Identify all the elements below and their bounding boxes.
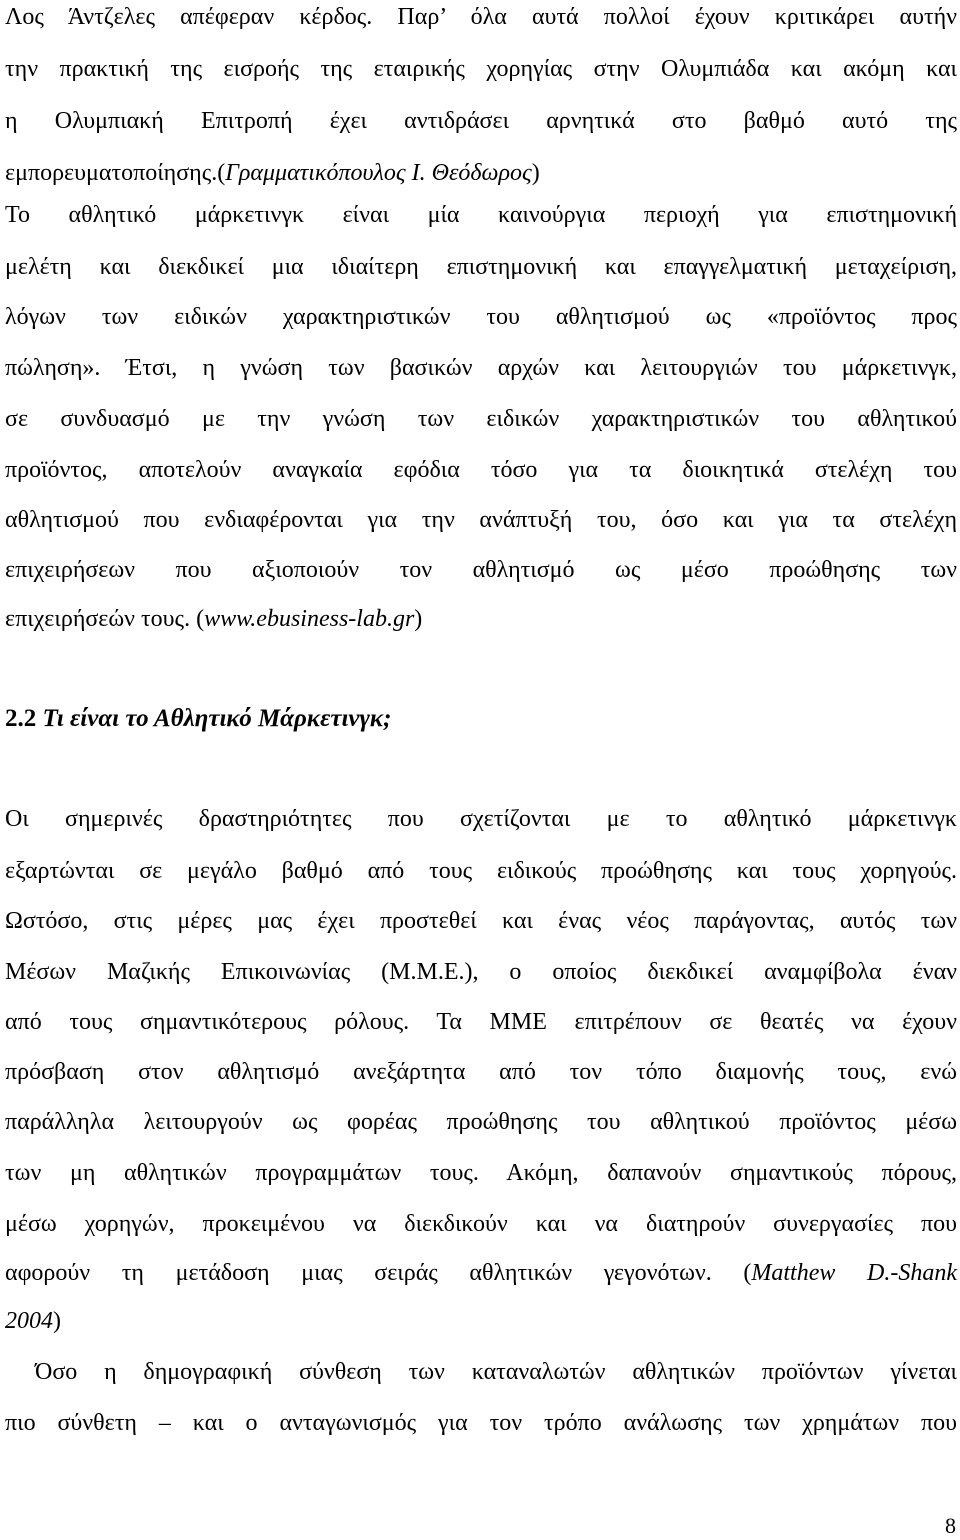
paragraph-3-line-8: των μη αθλητικών προγραμμάτων τους. Ακόμη, δαπανούν σημαντικούς πόρους, <box>5 1160 957 1186</box>
paragraph-2-line-1: Το αθλητικό μάρκετινγκ είναι μία καινούργια περιοχή για επιστημονική <box>5 202 957 228</box>
paragraph-2-line-8: επιχειρήσεων που αξιοποιούν τον αθλητισμό ως μέσο προώθησης των <box>5 557 957 583</box>
section-heading <box>5 704 392 734</box>
paragraph-1-line-2: την πρακτική της εισροής της εταιρικής χορηγίας στην Ολυμπιάδα και ακόμη και <box>5 56 957 82</box>
paragraph-2-line-7: αθλητισμού που ενδιαφέρονται για την ανάπτυξή του, όσο και για τα στελέχη <box>5 507 957 533</box>
paragraph-3-line-7: παράλληλα λειτουργούν ως φορέας προώθησης του αθλητικού προϊόντος μέσω <box>5 1109 957 1135</box>
page-number: 8 <box>945 1513 956 1538</box>
paragraph-2-line-3: λόγων των ειδικών χαρακτηριστικών του αθλητισμού ως «προϊόντος προς <box>5 304 957 330</box>
paragraph-1-line-3: η Ολυμπιακή Επιτροπή έχει αντιδράσει αρνητικά στο βαθμό αυτό της <box>5 108 957 134</box>
paragraph-3-line-4: Μέσων Μαζικής Επικοινωνίας (Μ.Μ.Ε.), ο οποίος διεκδικεί αναμφίβολα έναν <box>5 959 957 985</box>
paragraph-2-line-2: μελέτη και διεκδικεί μια ιδιαίτερη επιστημονική και επαγγελματική μεταχείριση, <box>5 254 957 280</box>
paragraph-3-line-6: πρόσβαση στον αθλητισμό ανεξάρτητα από τον τόπο διαμονής τους, ενώ <box>5 1059 957 1085</box>
paragraph-4-line-1: Όσο η δημογραφική σύνθεση των καταναλωτών αθλητικών προϊόντων γίνεται <box>35 1359 957 1385</box>
paragraph-3-line-1: Οι σημερινές δραστηριότητες που σχετίζονται με το αθλητικό μάρκετινγκ <box>5 806 957 832</box>
paragraph-3-line-11-end: ) <box>53 1308 61 1334</box>
citation-shank: Matthew D.-Shank <box>751 1260 957 1286</box>
paragraph-3-line-11 <box>5 1306 957 1336</box>
citation-year: 2004 <box>5 1308 53 1334</box>
paragraph-1-line-4-text: εμπορευματοποίησης.( <box>5 160 226 186</box>
paragraph-2-line-9-text: επιχειρήσεών τους. ( <box>5 606 205 632</box>
paragraph-1-line-4 <box>5 158 957 188</box>
paragraph-1-line-1: Λος Άντζελες απέφεραν κέρδος. Παρ’ όλα αυτά πολλοί έχουν κριτικάρει αυτήν <box>5 4 957 30</box>
paragraph-2-line-4: πώληση». Έτσι, η γνώση των βασικών αρχών και λειτουργιών του μάρκετινγκ, <box>5 355 957 381</box>
paragraph-2-line-6: προϊόντος, αποτελούν αναγκαία εφόδια τόσο για τα διοικητικά στελέχη του <box>5 457 957 483</box>
paragraph-3-line-10 <box>5 1258 957 1288</box>
citation-grammatikopoulos: Γραμματικόπουλος Ι. Θεόδωρος <box>225 160 532 186</box>
paragraph-4-line-2: πιο σύνθετη – και ο ανταγωνισμός για τον τρόπο ανάλωσης των χρημάτων που <box>5 1410 957 1436</box>
citation-ebusiness-lab: www.ebusiness-lab.gr <box>204 606 415 632</box>
section-number: 2.2 <box>5 705 37 732</box>
section-title: Τι είναι το Αθλητικό Μάρκετινγκ; <box>42 705 392 732</box>
paragraph-3-line-5: από τους σημαντικότερους ρόλους. Τα ΜΜΕ επιτρέπουν σε θεατές να έχουν <box>5 1009 957 1035</box>
paragraph-2-line-5: σε συνδυασμό με την γνώση των ειδικών χαρακτηριστικών του αθλητικού <box>5 406 957 432</box>
paragraph-3-line-3: Ωστόσο, στις μέρες μας έχει προστεθεί και ένας νέος παράγοντας, αυτός των <box>5 908 957 934</box>
paragraph-3-line-2: εξαρτώνται σε μεγάλο βαθμό από τους ειδικούς προώθησης και τους χορηγούς. <box>5 858 957 884</box>
paragraph-1-line-4-end: ) <box>531 160 540 186</box>
paragraph-3-line-10-text: αφορούν τη μετάδοση μιας σειράς αθλητικών γεγονότων. ( <box>5 1260 752 1286</box>
paragraph-2-line-9-end: ) <box>414 606 423 632</box>
paragraph-2-line-9 <box>5 604 957 634</box>
paragraph-3-line-9: μέσω χορηγών, προκειμένου να διεκδικούν και να διατηρούν συνεργασίες που <box>5 1211 957 1237</box>
